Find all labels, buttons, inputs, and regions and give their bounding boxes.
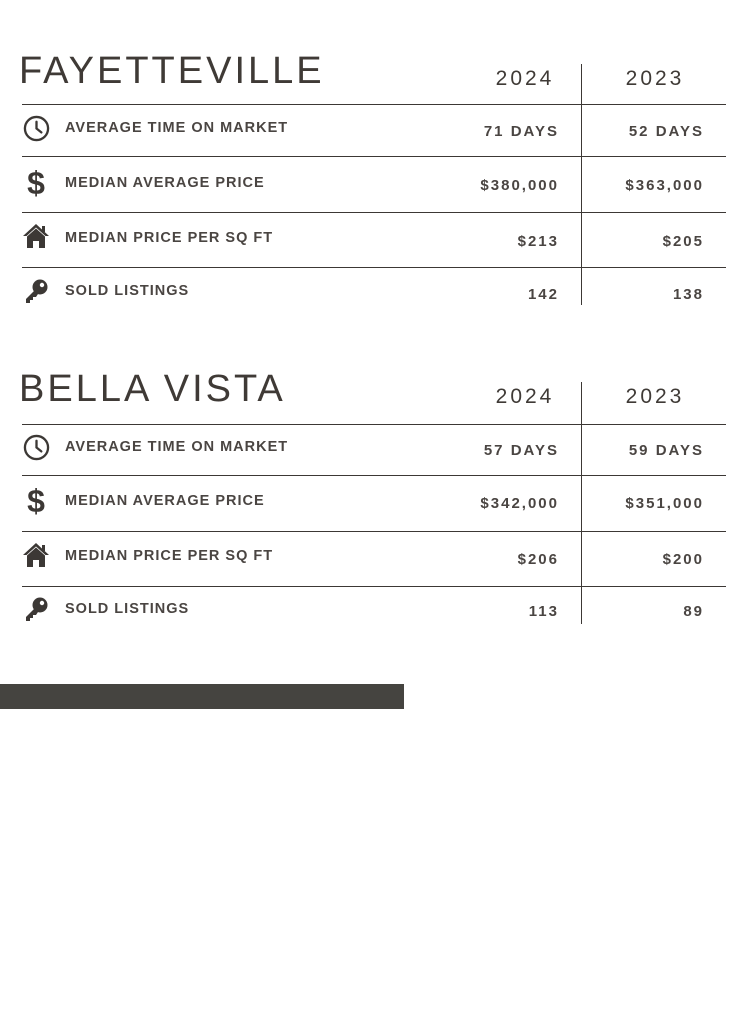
stat-value-previous: 138 [672, 286, 704, 303]
stat-row-sold-listings [0, 268, 743, 318]
city-title: BELLA VISTA [19, 368, 286, 410]
stat-value-current: 57 DAYS [483, 442, 559, 459]
clock-icon [22, 433, 50, 461]
stat-value-previous: $205 [662, 233, 704, 250]
stat-value-current: $342,000 [480, 495, 559, 512]
stat-row-time-on-market [0, 425, 743, 475]
stat-value-current: $213 [517, 233, 559, 250]
clock-icon [22, 114, 50, 142]
stat-row-price-per-sqft [0, 213, 743, 263]
stat-row-sold-listings [0, 587, 743, 637]
stat-label: SOLD LISTINGS [65, 601, 190, 617]
stat-label: MEDIAN PRICE PER SQ FT [65, 548, 274, 564]
stat-label: SOLD LISTINGS [65, 283, 190, 299]
year-current-header: 2024 [495, 67, 555, 90]
stat-value-current: $206 [517, 551, 559, 568]
stat-row-median-price [0, 157, 743, 207]
stat-value-previous: 89 [683, 603, 704, 620]
stat-value-previous: 52 DAYS [628, 123, 704, 140]
house-icon [22, 541, 50, 569]
stat-label: AVERAGE TIME ON MARKET [65, 439, 289, 455]
stat-row-time-on-market [0, 105, 743, 155]
decorative-footer-bar [0, 684, 404, 709]
stat-label: MEDIAN PRICE PER SQ FT [65, 230, 274, 246]
city-title: FAYETTEVILLE [19, 50, 325, 92]
stat-row-price-per-sqft [0, 532, 743, 582]
stat-label: MEDIAN AVERAGE PRICE [65, 175, 265, 191]
stat-value-previous: $351,000 [625, 495, 704, 512]
dollar-icon: $ [27, 483, 45, 519]
house-icon [22, 222, 50, 250]
key-icon [22, 595, 50, 623]
stat-value-previous: $200 [662, 551, 704, 568]
stat-value-previous: 59 DAYS [628, 442, 704, 459]
year-previous-header: 2023 [625, 385, 685, 408]
stat-value-current: 113 [528, 603, 559, 620]
year-previous-header: 2023 [625, 67, 685, 90]
stat-value-current: 71 DAYS [483, 123, 559, 140]
dollar-icon: $ [27, 165, 45, 201]
stat-value-current: $380,000 [480, 177, 559, 194]
key-icon [22, 277, 50, 305]
stat-value-previous: $363,000 [625, 177, 704, 194]
stat-value-current: 142 [527, 286, 559, 303]
year-current-header: 2024 [495, 385, 555, 408]
stat-row-median-price [0, 476, 743, 526]
stat-label: MEDIAN AVERAGE PRICE [65, 493, 265, 509]
stat-label: AVERAGE TIME ON MARKET [65, 120, 289, 136]
